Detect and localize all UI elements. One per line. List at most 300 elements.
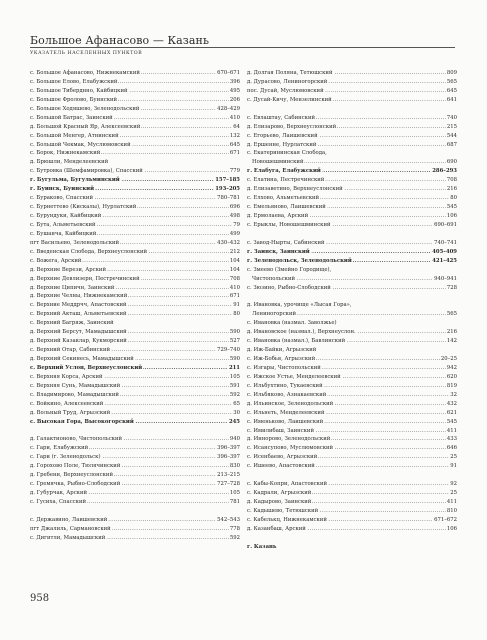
entry-place-name: д. Елизаветино, Верхнеуслонский [247,186,343,193]
entry-page-ref: 740–741 [434,239,457,246]
entry-place-name: г. Зеленодольск, Зеленодольский [247,257,352,264]
entry-page-ref: 433 [446,436,457,443]
entry-page-ref: 779 [229,168,240,175]
entry-place-name: с. Бурундуки, Кайбицкий [30,213,102,219]
entry-place-name: с. Гари (г. Зеленодольск) [30,454,101,461]
entry-place-name: с. Вожега, Арский [30,257,82,264]
index-entry [30,498,240,507]
entry-page-ref: 396 [229,78,240,85]
entry-place-name: с. Ижское Устье, Менделеевский [247,373,341,380]
index-entry [30,346,240,355]
entry-place-name: д. Кадырово, Заинский [247,499,312,505]
entry-page-ref: 708 [446,177,457,184]
index-entry [30,212,240,221]
index-entry [247,123,457,132]
index-entry [30,400,240,409]
entry-page-ref: 942 [446,364,457,371]
index-entry [247,284,457,293]
entry-page-ref: 432 [446,400,457,407]
index-entry [30,337,240,346]
entry-place-name: с. Змеево (Змейно Городище), [247,266,332,273]
entry-place-name: с. Верхние Меддрчч, Апастовский [30,302,127,309]
index-entry [247,141,457,150]
entry-page-ref: 645 [229,141,240,148]
section-gap [247,292,457,301]
entry-place-name: с. Войкино, Алексеевский [30,400,104,407]
entry-place-name: с. Елатина, Пестречинский [247,177,325,184]
index-entry [30,525,240,534]
entry-place-name: с. Верхняя Сунь, Мамадышский [30,382,121,389]
index-entry [247,427,457,436]
index-entry [247,87,457,96]
entry-page-ref: 25 [450,454,457,461]
entry-place-name: с. Ильбяково, Азнакаевский [247,391,327,398]
index-entry [30,516,240,525]
entry-page-ref: 411 [446,499,457,505]
entry-place-name: д. Ильинское, Зеленодольский [247,400,334,407]
entry-page-ref: 727–728 [217,481,240,488]
entry-place-name: с. Имилибаш, Заинский [247,427,314,434]
entry-page-ref: 32 [450,391,457,398]
entry-place-name: с. Высокая Гора, Высокогорский [30,418,134,425]
index-column-right [247,69,457,552]
entry-page-ref: 565 [446,311,457,318]
entry-page-ref: 819 [446,382,457,389]
entry-place-name: с. Ивановка (назмал. Заволжье) [247,320,337,327]
entry-page-ref: 105 [229,373,240,380]
entry-place-name: д. Верхний Секинесь, Мамадышский [30,356,134,362]
index-entry [30,471,240,480]
section-gap [30,427,240,436]
entry-place-name: пос. Дусай, Муслюмовский [247,87,324,94]
entry-page-ref: 780–781 [217,195,240,202]
header-rule [30,47,455,48]
entry-place-name: с. Кабы-Копри, Апастовский [247,481,327,488]
index-entry [30,391,240,400]
entry-page-ref: 104 [229,257,240,264]
index-entry [247,203,457,212]
index-entry [247,212,457,221]
index-entry [30,328,240,337]
entry-place-name: д. Елизарово, Верхнеуслонский [247,123,337,130]
entry-place-name: с. Верхний Отар, Сабинский [30,347,111,354]
section-gap [247,471,457,480]
index-entry [247,319,457,328]
entry-place-name: г. Бугульма, Бугульминский [30,177,120,184]
entry-page-ref: 645 [446,87,457,94]
entry-page-ref: 212 [229,248,240,255]
entry-page-ref: 940 [229,436,240,443]
entry-page-ref: 142 [446,338,457,345]
index-entry [247,435,457,444]
entry-page-ref: 499 [229,230,240,237]
index-column-left [30,69,240,543]
index-entry [247,221,457,230]
entry-page-ref: 495 [229,87,240,94]
index-entry [30,373,240,382]
index-entry [247,337,457,346]
entry-page-ref: 592 [229,391,240,398]
index-entry [30,141,240,150]
entry-place-name: д. Верхний Берсут, Мамадышский [30,329,127,336]
entry-page-ref: 621 [446,409,457,416]
entry-place-name: д. Казанбаш, Арский [247,525,306,532]
entry-place-name: д. Ивановское (назмал.), Верхнеуслон. [247,329,356,336]
entry-page-ref: 545 [446,204,457,211]
entry-page-ref: 213–215 [217,472,240,479]
index-entry [30,382,240,391]
entry-place-name: д. Долгая Поляна, Тетюшский [247,70,333,76]
index-entry [247,194,457,203]
entry-place-name: с. Большой Чекмак, Муслюмовский [30,141,131,148]
index-entry [30,292,240,301]
entry-place-name: д. Вольный Труд, Агрызский [30,409,111,416]
section-gap [247,105,457,114]
index-entry [30,266,240,275]
index-entry [247,382,457,391]
entry-place-name: с. Ишеево, Апастовский [247,463,315,470]
entry-page-ref: 591 [229,382,240,389]
index-entry [247,391,457,400]
entry-page-ref: 810 [446,507,457,514]
entry-page-ref: 729–740 [217,347,240,354]
entry-page-ref: 215 [446,123,457,130]
entry-place-name: д. Верхние Верези, Арский [30,266,106,273]
entry-place-name: с. Именьково, Лаишевский [247,418,324,425]
entry-place-name: с. Евлаштау, Сабинский [247,114,316,121]
entry-page-ref: 79 [233,221,240,228]
index-entry [30,301,240,310]
entry-page-ref: 646 [446,445,457,452]
entry-page-ref: 105 [229,490,240,497]
entry-place-name: с. Большое Тиберднно, Кайбицкий [30,87,128,94]
entry-place-name: с. Дусай-Кичу, Мензелинский [247,96,332,103]
index-entry [30,194,240,203]
entry-place-name: с. Изгары, Чистопольский [247,364,321,371]
entry-place-name: г. Казань [247,543,277,550]
entry-page-ref: 211 [228,364,240,371]
entry-page-ref: 728 [446,284,457,291]
index-entry [247,328,457,337]
index-entry [30,87,240,96]
entry-page-ref: 157–185 [215,177,240,184]
index-entry [30,69,240,78]
index-entry [247,516,457,525]
entry-place-name: Чистопольский [247,276,296,282]
entry-place-name: д. Иннорово, Зеленодольский [247,436,331,443]
entry-place-name: с. Большое Афанасово, Нижнекамский [30,70,140,76]
index-entry [30,239,240,248]
entry-page-ref: 690–691 [434,221,457,228]
entry-place-name: д. Дурасово, Лениногорский [247,78,328,85]
entry-page-ref: 245 [228,418,240,425]
entry-place-name: с. Гремячка, Рыбно-Слободский [30,481,121,488]
entry-place-name: с. Бурнеттево (Кискалы), Нурлатский [30,204,137,211]
entry-page-ref: 687 [446,141,457,148]
index-entry [247,400,457,409]
entry-page-ref: 206 [229,96,240,103]
index-entry [247,462,457,471]
entry-place-name: г. Елабуга, Елабужский [247,168,321,175]
entry-place-name: г. Буинск, Буинский [30,186,95,193]
running-header-subtitle: УКАЗАТЕЛЬ НАСЕЛЕННЫХ ПУНКТОВ [30,51,143,56]
entry-place-name: с. Бушанча, Кайбицкий [30,230,97,237]
entry-place-name: с. Большое Елово, Елабужский [30,78,118,85]
index-entry [30,185,240,194]
entry-place-name: с. Егорьево, Лаишевский [247,132,318,139]
entry-place-name: с. Большой Батрас, Заинский [30,114,113,121]
entry-place-name: с. Борок, Нижнекамский [30,150,101,157]
entry-page-ref: 830 [229,463,240,470]
index-entry [247,355,457,364]
index-entry [30,78,240,87]
index-entry [247,275,457,284]
index-entry [247,310,457,319]
entry-place-name: с. Бута, Альметьевский [30,221,96,228]
entry-place-name: с. Верхний Услон, Верхнеуслонский [30,364,143,371]
index-entry [247,185,457,194]
entry-place-name: с. Верхний Багряж, Заинский [30,320,114,327]
entry-page-ref: 216 [446,329,457,336]
running-header-title: Большое Афанасово — Казань [30,34,210,47]
entry-page-ref: 396–397 [217,445,240,452]
entry-page-ref: 410 [229,284,240,291]
entry-page-ref: 778 [229,525,240,532]
entry-page-ref: 193–205 [215,186,240,193]
index-entry [247,498,457,507]
entry-page-ref: 25 [450,490,457,497]
entry-page-ref: 430–432 [217,239,240,246]
entry-place-name: с. Емельяново, Лаишевский [247,204,326,211]
section-gap [30,507,240,516]
index-entry [30,462,240,471]
index-entry [247,346,457,355]
entry-page-ref: 411 [446,427,457,434]
entry-place-name: с. Исансупово, Муслюмовский [247,445,334,452]
index-entry [30,96,240,105]
entry-place-name: с. Дигитли, Мамадышский [30,534,106,541]
entry-place-name: с. Бутровка (Шемфамировка), Спасский [30,168,143,175]
entry-place-name: д. Ершенне, Нурлатский [247,141,317,148]
entry-page-ref: 641 [446,96,457,103]
entry-place-name: с. Верхний Акташ, Альметьевский [30,311,127,318]
index-entry [247,373,457,382]
entry-place-name: с. Гари, Елабужский [30,445,89,452]
index-entry [30,355,240,364]
entry-place-name: с. Гусиха, Спасский [30,499,87,505]
entry-place-name: с. Бураково, Спасский [30,195,93,202]
entry-page-ref: 781 [229,499,240,505]
entry-page-ref: 216 [446,186,457,193]
entry-place-name: д. Верхние Челны, Нижнекамский [30,293,128,300]
entry-place-name: с. Большой Менгер, Атнинский [30,132,119,139]
entry-place-name: д. Верхние Ципичн, Заинский [30,284,115,291]
entry-place-name: д. Верхний Казаклар, Кукморский [30,338,127,345]
entry-place-name: с. Введенская Слобода, Верхнеуслонский [30,248,148,255]
entry-page-ref: 428–429 [217,105,240,112]
entry-page-ref: 65 [233,400,240,407]
entry-page-ref: 421–425 [432,257,457,264]
entry-place-name: Новошешминский [247,159,304,165]
index-entry [247,444,457,453]
index-entry [30,257,240,266]
index-entry [30,409,240,418]
entry-page-ref: 670–671 [217,70,240,76]
entry-page-ref: 940–941 [434,275,457,282]
entry-page-ref: 498 [229,213,240,219]
entry-page-ref: 80 [450,195,457,202]
entry-page-ref: 410 [229,114,240,121]
entry-page-ref: 91 [450,463,457,470]
index-entry [247,364,457,373]
index-entry [30,435,240,444]
entry-page-ref: 565 [446,78,457,85]
index-entry [247,69,457,78]
entry-page-ref: 740 [446,114,457,121]
entry-page-ref: 91 [233,302,240,309]
index-entry [30,444,240,453]
index-entry [247,158,457,167]
entry-place-name: Лениногорский [247,311,297,317]
entry-page-ref: 590 [229,329,240,336]
index-entry [30,480,240,489]
entry-page-ref: 396–397 [217,454,240,461]
entry-page-ref: 542–543 [217,516,240,523]
entry-place-name: с. Кадрали, Агрызский [247,490,312,497]
entry-page-ref: 132 [229,132,240,139]
index-entry [30,132,240,141]
entry-place-name: д. Ермолаева, Арский [247,213,309,219]
entry-page-ref: 104 [229,266,240,273]
index-entry [247,257,457,266]
index-entry [30,105,240,114]
entry-place-name: с. Ильбухтино, Тукаевский [247,382,323,389]
entry-place-name: г. Заинск, Заинский [247,248,310,255]
entry-page-ref: 92 [450,481,457,488]
index-entry [247,266,457,275]
entry-place-name: с. Зюзино, Рыбно-Слободский [247,284,331,291]
index-entry [30,489,240,498]
index-entry [30,221,240,230]
entry-place-name: с. Большое Ходяшево, Зеленодольский [30,105,140,112]
index-entry [247,176,457,185]
entry-place-name: пгт Джалиль, Сармановский [30,525,111,532]
entry-place-name: с. Кадышево, Тетюшский [247,507,319,514]
index-entry [247,114,457,123]
entry-page-ref: 80 [233,311,240,318]
entry-page-ref: 696 [229,204,240,211]
entry-place-name: с. Ерыклы, Новошешминский [247,221,331,228]
index-entry [30,284,240,293]
entry-page-ref: 106 [446,213,457,219]
index-entry [30,248,240,257]
section-gap [247,534,457,543]
index-entry [247,453,457,462]
entry-page-ref: 708 [229,275,240,282]
entry-place-name: д. Губурчак, Арский [30,490,88,497]
index-entry [247,418,457,427]
entry-place-name: д. Верхние Девлизерн, Пестречинский [30,275,140,282]
index-entry [30,114,240,123]
entry-page-ref: 671 [229,293,240,300]
entry-place-name: с. Кабелькц, Нижнекамский [247,516,327,523]
entry-page-ref: 20–25 [440,356,457,362]
index-entry [247,507,457,516]
entry-place-name: с. Иж-Бобья, Агрызский [247,356,316,362]
index-entry [30,418,240,427]
entry-place-name: д. Гребени, Верхнеуслонский [30,472,113,479]
page-number: 958 [30,593,50,604]
entry-place-name: с. Ивановка (назмал.), Бавлинский [247,338,346,345]
entry-place-name: д. Ивановка, урочище «Лысая Гора», [247,302,352,309]
index-entry [30,275,240,284]
entry-page-ref: 106 [446,525,457,532]
entry-place-name: д. Иж-Байки, Агрызский [247,347,317,354]
entry-page-ref: 544 [446,132,457,139]
entry-place-name: д. Галактионово, Чистопольский [30,436,123,443]
index-entry [30,167,240,176]
entry-page-ref: 690 [446,159,457,166]
index-entry [247,480,457,489]
entry-place-name: д. Брюшли, Менделеевский [30,159,109,166]
index-entry [30,123,240,132]
entry-place-name: с. Владимирово, Мамадышский [30,391,119,398]
entry-place-name: пгт Васильево, Зеленодольский [30,239,120,246]
index-entry [30,453,240,462]
entry-page-ref: 671 [229,150,240,157]
index-entry [30,149,240,158]
index-entry [247,149,457,158]
entry-place-name: д. Горохово Поле, Тюлячинский [30,463,121,470]
entry-page-ref: 405–409 [432,248,457,255]
index-entry [247,239,457,248]
entry-place-name: с. Екатерининская Слобода, [247,150,327,157]
entry-page-ref: 64 [233,123,240,130]
index-entry [247,525,457,534]
entry-place-name: с. Елхово, Альметьевский [247,195,320,202]
entry-page-ref: 286–293 [432,168,457,175]
index-entry [30,158,240,167]
index-entry [247,167,457,176]
index-entry [247,132,457,141]
index-entry [247,409,457,418]
entry-page-ref: 620 [446,373,457,380]
section-gap [247,230,457,239]
entry-page-ref: 671–672 [434,516,457,523]
entry-page-ref: 30 [233,409,240,416]
entry-page-ref: 590 [229,356,240,362]
index-entry [247,96,457,105]
index-entry [247,248,457,257]
entry-place-name: д. Большой Красный Яр, Алексеевский [30,123,141,130]
entry-place-name: с. Верхняя Корса, Арский [30,373,103,380]
index-entry [30,203,240,212]
entry-page-ref: 545 [446,418,457,425]
entry-page-ref: 809 [446,70,457,76]
entry-place-name: с. Ильнеть, Менделеевский [247,409,325,416]
index-entry [30,230,240,239]
index-entry [30,364,240,373]
index-entry [30,176,240,185]
entry-place-name: с. Большое Фролово, Буинский [30,96,118,103]
index-entry [247,78,457,87]
index-entry [30,310,240,319]
index-entry [247,301,457,310]
index-entry [30,534,240,543]
entry-page-ref: 527 [229,338,240,345]
entry-place-name: с. Завод-Нырты, Сабинский [247,239,325,246]
entry-place-name: с. Державино, Лаишевский [30,516,108,523]
